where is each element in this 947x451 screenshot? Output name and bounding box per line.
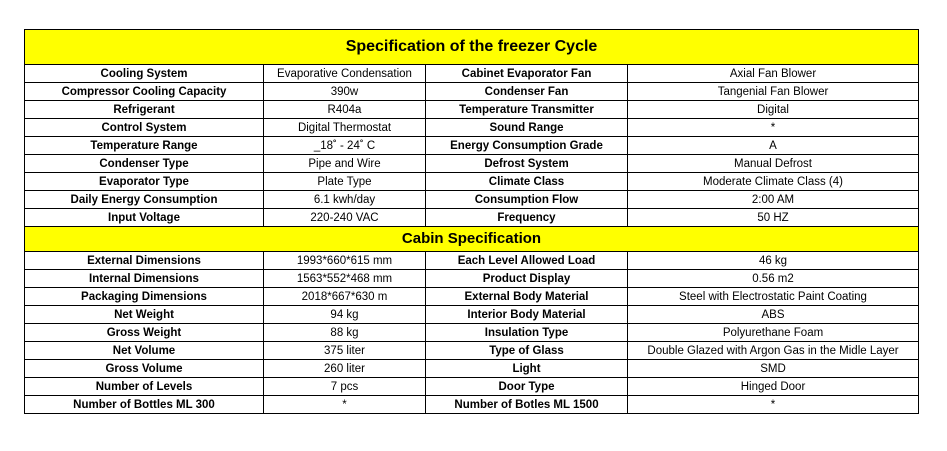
spec-table-body	[25, 30, 919, 414]
spec-value: 46 kg	[628, 252, 919, 270]
spec-label: Input Voltage	[25, 209, 264, 227]
spec-label: Compressor Cooling Capacity	[25, 83, 264, 101]
spec-label: Number of Bottles ML 300	[25, 396, 264, 414]
spec-row	[25, 360, 919, 378]
spec-label: Net Weight	[25, 306, 264, 324]
spec-value: Pipe and Wire	[264, 155, 426, 173]
spec-value: *	[628, 396, 919, 414]
spec-row	[25, 342, 919, 360]
spec-value: R404a	[264, 101, 426, 119]
spec-label: Insulation Type	[426, 324, 628, 342]
spec-label: Daily Energy Consumption	[25, 191, 264, 209]
spec-row	[25, 396, 919, 414]
spec-label: Light	[426, 360, 628, 378]
spec-label: Consumption Flow	[426, 191, 628, 209]
cabin-spec-title: Cabin Specification	[25, 227, 919, 252]
spec-value: 260 liter	[264, 360, 426, 378]
spec-value: Steel with Electrostatic Paint Coating	[628, 288, 919, 306]
spec-value: A	[628, 137, 919, 155]
spec-value: Tangenial Fan Blower	[628, 83, 919, 101]
spec-label: External Body Material	[426, 288, 628, 306]
spec-row	[25, 137, 919, 155]
spec-value: SMD	[628, 360, 919, 378]
spec-label: Gross Volume	[25, 360, 264, 378]
spec-value: 1563*552*468 mm	[264, 270, 426, 288]
spec-value: ABS	[628, 306, 919, 324]
spec-value: *	[264, 396, 426, 414]
spec-label: Internal Dimensions	[25, 270, 264, 288]
spec-label: Evaporator Type	[25, 173, 264, 191]
spec-value: 220-240 VAC	[264, 209, 426, 227]
spec-label: Temperature Range	[25, 137, 264, 155]
spec-value: Plate Type	[264, 173, 426, 191]
spec-value: Axial Fan Blower	[628, 65, 919, 83]
spec-value: 7 pcs	[264, 378, 426, 396]
freezer-spec-table	[24, 29, 919, 414]
spec-label: Control System	[25, 119, 264, 137]
section-title-row	[25, 227, 919, 252]
spec-label: Product Display	[426, 270, 628, 288]
spec-row	[25, 191, 919, 209]
spec-row	[25, 83, 919, 101]
spec-value: *	[628, 119, 919, 137]
spec-value: 2018*667*630 m	[264, 288, 426, 306]
spec-row	[25, 101, 919, 119]
spec-value: Moderate Climate Class (4)	[628, 173, 919, 191]
spec-label: Cooling System	[25, 65, 264, 83]
spec-label: Defrost System	[426, 155, 628, 173]
spec-value: 6.1 kwh/day	[264, 191, 426, 209]
spec-row	[25, 155, 919, 173]
spec-row	[25, 173, 919, 191]
spec-value: 375 liter	[264, 342, 426, 360]
spec-value: 88 kg	[264, 324, 426, 342]
spec-row	[25, 209, 919, 227]
spec-value: 2:00 AM	[628, 191, 919, 209]
title-row	[25, 30, 919, 65]
spec-label: Interior Body Material	[426, 306, 628, 324]
spec-label: Gross Weight	[25, 324, 264, 342]
spec-label: Refrigerant	[25, 101, 264, 119]
spec-label: Type of Glass	[426, 342, 628, 360]
spec-row	[25, 306, 919, 324]
spec-value: Double Glazed with Argon Gas in the Midle Layer	[628, 342, 919, 360]
spec-value: Manual Defrost	[628, 155, 919, 173]
spec-label: Condenser Fan	[426, 83, 628, 101]
spec-label: External Dimensions	[25, 252, 264, 270]
spec-value: 0.56 m2	[628, 270, 919, 288]
spec-value: Hinged Door	[628, 378, 919, 396]
spec-row	[25, 378, 919, 396]
spec-value: 1993*660*615 mm	[264, 252, 426, 270]
spec-label: Packaging Dimensions	[25, 288, 264, 306]
spec-value: 390w	[264, 83, 426, 101]
spec-label: Energy Consumption Grade	[426, 137, 628, 155]
spec-row	[25, 288, 919, 306]
spec-value: Digital	[628, 101, 919, 119]
spec-label: Frequency	[426, 209, 628, 227]
spec-row	[25, 252, 919, 270]
spec-row	[25, 65, 919, 83]
spec-label: Condenser Type	[25, 155, 264, 173]
spec-value: _18˚ - 24˚ C	[264, 137, 426, 155]
spec-label: Number of Levels	[25, 378, 264, 396]
spec-row	[25, 119, 919, 137]
spec-value: 50 HZ	[628, 209, 919, 227]
spec-label: Sound Range	[426, 119, 628, 137]
spec-label: Temperature Transmitter	[426, 101, 628, 119]
spec-label: Net Volume	[25, 342, 264, 360]
spec-value: Polyurethane Foam	[628, 324, 919, 342]
spec-label: Number of Botles ML 1500	[426, 396, 628, 414]
spec-label: Climate Class	[426, 173, 628, 191]
spec-value: 94 kg	[264, 306, 426, 324]
spec-label: Door Type	[426, 378, 628, 396]
spec-row	[25, 324, 919, 342]
spec-label: Cabinet Evaporator Fan	[426, 65, 628, 83]
spec-label: Each Level Allowed Load	[426, 252, 628, 270]
spec-row	[25, 270, 919, 288]
spec-value: Evaporative Condensation	[264, 65, 426, 83]
spec-value: Digital Thermostat	[264, 119, 426, 137]
spec-title: Specification of the freezer Cycle	[25, 30, 919, 65]
